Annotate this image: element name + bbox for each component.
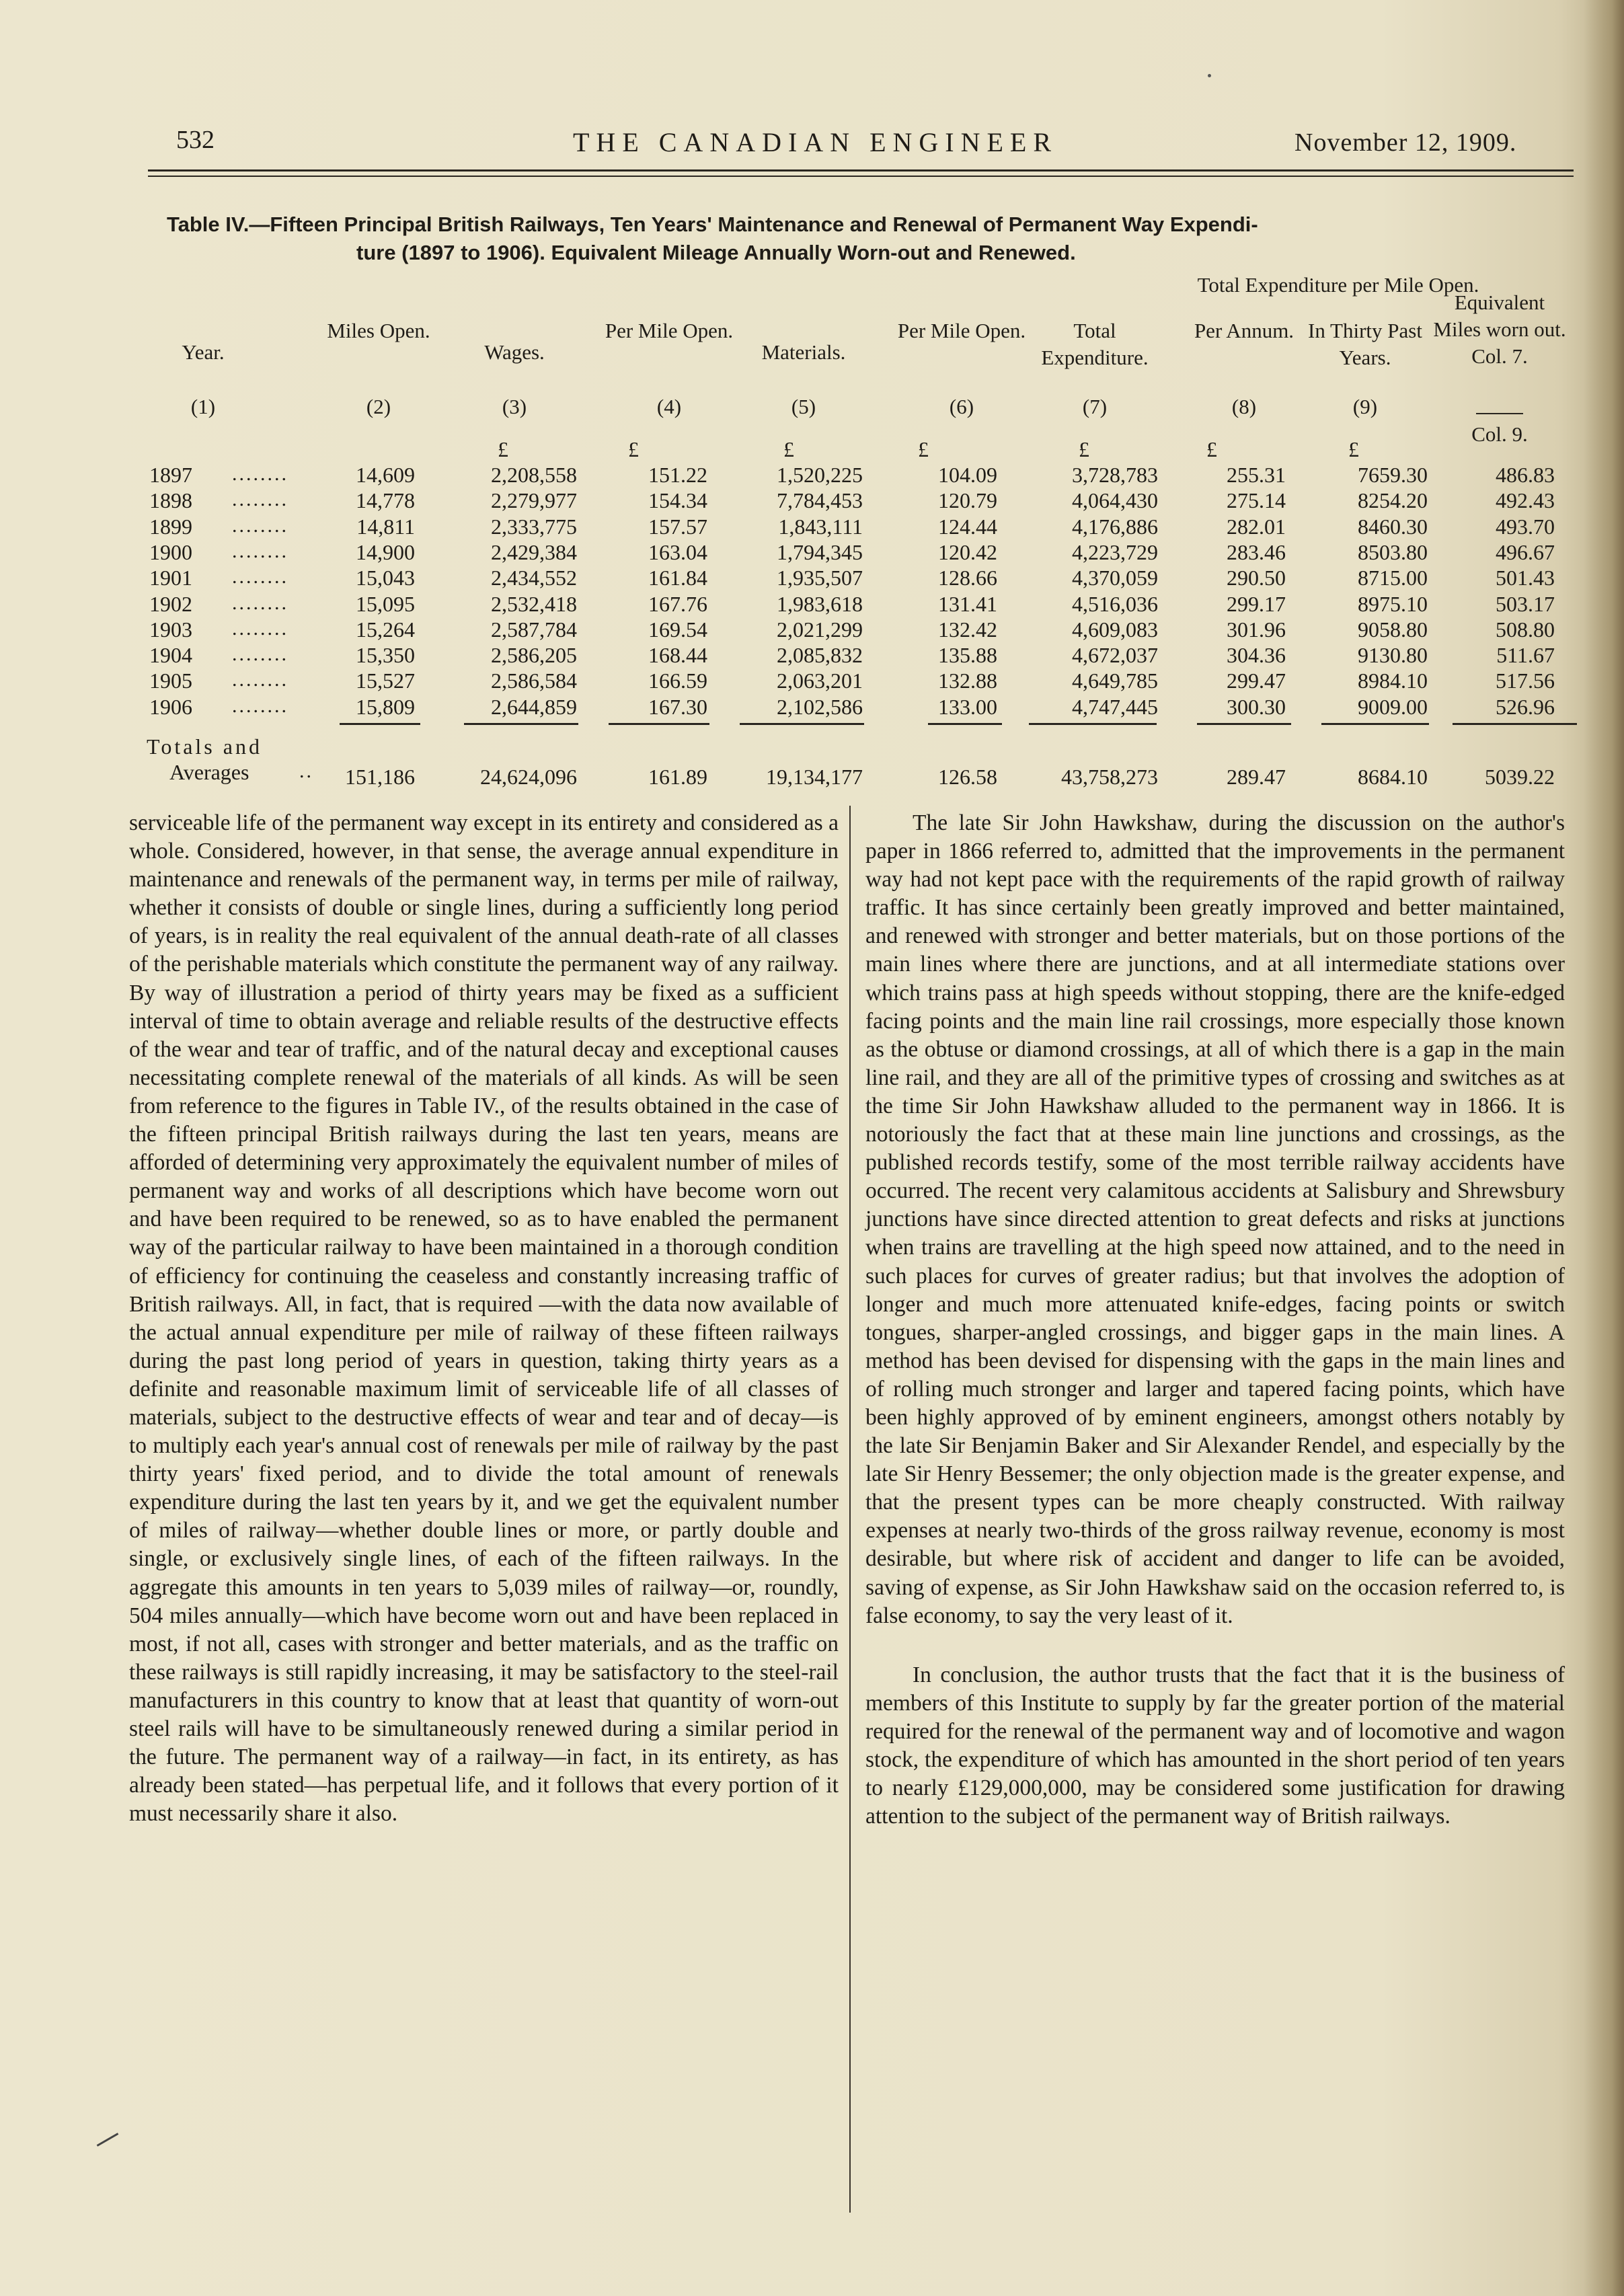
column-number-year: (1) bbox=[190, 395, 216, 418]
totals-cell-equivalent-miles: 5039.22 bbox=[1485, 765, 1555, 789]
column-number-materials: (5) bbox=[791, 395, 816, 418]
table-cell-thirty-years: 9130.80 bbox=[1358, 643, 1428, 668]
table-cell-thirty-years: 9058.80 bbox=[1358, 617, 1428, 642]
totals-cell-wages-per-mile: 161.89 bbox=[648, 765, 707, 789]
currency-symbol: £ bbox=[783, 437, 794, 461]
column-number-materials-per-mile: (6) bbox=[949, 395, 974, 418]
table-cell-per-annum: 299.17 bbox=[1227, 591, 1286, 616]
dot-leader: ........ bbox=[232, 514, 288, 537]
column-number-thirty-years: (9) bbox=[1352, 395, 1378, 418]
table-cell-materials-per-mile: 104.09 bbox=[938, 463, 997, 487]
table-cell-wages-per-mile: 166.59 bbox=[648, 668, 707, 693]
table-cell-materials-per-mile: 124.44 bbox=[938, 514, 997, 539]
column-header-wages-per-mile: Per Mile Open. bbox=[605, 319, 734, 342]
averages-label: Averages bbox=[169, 760, 249, 784]
totals-rule bbox=[340, 723, 420, 725]
table-row-year: 1898 bbox=[149, 488, 192, 513]
column-header-wages: Wages. bbox=[484, 340, 545, 364]
table-row-year: 1906 bbox=[149, 694, 192, 719]
table-row-year: 1901 bbox=[149, 566, 192, 590]
column-number-equivalent-miles: Col. 9. bbox=[1471, 422, 1528, 446]
column-header-miles-open: Miles Open. bbox=[327, 319, 430, 342]
dot-leader: ........ bbox=[232, 566, 288, 588]
table-row-year: 1899 bbox=[149, 514, 192, 539]
table-cell-equivalent-miles: 508.80 bbox=[1496, 617, 1555, 642]
table-cell-total-expenditure: 4,064,430 bbox=[1072, 488, 1158, 513]
table-row-year: 1905 bbox=[149, 668, 192, 693]
table-cell-equivalent-miles: 496.67 bbox=[1496, 539, 1555, 564]
table-cell-miles-open: 15,527 bbox=[356, 668, 415, 693]
column-number-total-expenditure: (7) bbox=[1082, 395, 1108, 418]
right-text-column bbox=[865, 809, 1565, 1831]
totals-cell-per-annum: 289.47 bbox=[1227, 765, 1286, 789]
table-cell-materials: 1,520,225 bbox=[777, 463, 863, 487]
totals-rule bbox=[740, 723, 864, 725]
currency-symbol: £ bbox=[1079, 437, 1089, 461]
table-cell-miles-open: 15,043 bbox=[356, 566, 415, 590]
table-cell-wages-per-mile: 169.54 bbox=[648, 617, 707, 642]
table-cell-materials: 2,085,832 bbox=[777, 643, 863, 668]
totals-rule bbox=[609, 723, 709, 725]
table-cell-materials: 1,794,345 bbox=[777, 539, 863, 564]
table-cell-thirty-years: 8975.10 bbox=[1358, 591, 1428, 616]
table-cell-equivalent-miles: 526.96 bbox=[1496, 694, 1555, 719]
table-cell-materials-per-mile: 132.88 bbox=[938, 668, 997, 693]
table-cell-equivalent-miles: 486.83 bbox=[1496, 463, 1555, 487]
table-cell-materials: 2,102,586 bbox=[777, 694, 863, 719]
column-header-thirty-years: In Thirty Past Years. bbox=[1308, 319, 1422, 369]
table-cell-wages-per-mile: 163.04 bbox=[648, 539, 707, 564]
table-cell-materials: 1,843,111 bbox=[778, 514, 863, 539]
table-cell-wages: 2,644,859 bbox=[491, 694, 577, 719]
left-text-column bbox=[129, 809, 839, 1828]
totals-rule bbox=[928, 723, 1002, 725]
table-cell-equivalent-miles: 511.67 bbox=[1496, 643, 1555, 668]
right-paragraph: In conclusion, the author trusts that the fact that it is the business of members of this Institute to supply by far the greater portion of the material required for the renewal of the permanent way and of locomotive and wagon stock, the expenditure of which has amounted in the short period of ten years to nearly £129,000,000, may be considered some justification for drawing attention to the subject of the permanent way of British railways. bbox=[865, 1662, 1565, 1829]
table-cell-miles-open: 15,264 bbox=[356, 617, 415, 642]
column-number-wages: (3) bbox=[502, 395, 527, 418]
table-cell-materials: 1,935,507 bbox=[777, 566, 863, 590]
currency-symbol: £ bbox=[1348, 437, 1359, 461]
table-cell-wages: 2,208,558 bbox=[491, 463, 577, 487]
table-cell-total-expenditure: 4,370,059 bbox=[1072, 566, 1158, 590]
column-number-per-annum: (8) bbox=[1231, 395, 1257, 418]
table-cell-per-annum: 282.01 bbox=[1227, 514, 1286, 539]
table-cell-materials: 2,021,299 bbox=[777, 617, 863, 642]
table-cell-wages: 2,532,418 bbox=[491, 591, 577, 616]
maintenance-table bbox=[0, 0, 1624, 807]
right-paragraph: The late Sir John Hawkshaw, during the discussion on the author's paper in 1866 referred to, admitted that the improvements in the permanent way had not kept pace with the requirements of the rapid growth of railway traffic. It has since certainly been greatly improved and better maintained, and renewed with stronger and better materials, but on those portions of the main lines where there are junctions, and at all intermediate stations over which trains pass at high speeds without stopping, there are the knife-edged facing points and the main line rail crossings, more especially those known as the obtuse or diamond crossings, at all of which there is a gap in the main line rail, and they are all of the primitive types of crossing and switches as at the time Sir John Hawkshaw alluded to the permanent way in 1866. It is notoriously the fact that at these main line junctions and crossings, as the published records testify, some of the most terrible railway accidents have occurred. The recent very calamitous accidents at Salisbury and Shrewsbury junctions have since directed attention to great defects and risks at junctions when trains are travelling at the high speed now attained, and to the need in such places for curves of greater radius; but that involves the adoption of longer and much more attenuated knife-edges, facing points or switch tongues, sharper-angled crossings, and bigger gaps in the main lines. A method has been devised for dispensing with the gaps in the main lines and of rolling much stronger and larger and tapered facing points, which have been highly approved of by eminent engineers, amongst others notably by the late Sir Benjamin Baker and Sir Alexander Rendel, and especially by the late Sir Henry Bessemer; the only objection made is the greater expense, and that the present types can be more cheaply constructed. With railway expenses at nearly two-thirds of the gross railway revenue, economy is most desirable, but where risk of accident and danger to life can be avoided, saving of expense, as Sir John Hawkshaw said on the occasion referred to, is false economy, to say the very least of it. bbox=[865, 810, 1565, 1628]
page-number: 532 bbox=[176, 126, 215, 154]
table-cell-miles-open: 14,811 bbox=[356, 514, 415, 539]
totals-cell-total-expenditure: 43,758,273 bbox=[1061, 765, 1158, 789]
table-cell-materials-per-mile: 135.88 bbox=[938, 643, 997, 668]
table-cell-per-annum: 255.31 bbox=[1227, 463, 1286, 487]
table-cell-wages: 2,279,977 bbox=[491, 488, 577, 513]
column-header-equivalent-miles: Equivalent Miles worn out. Col. 7. bbox=[1433, 291, 1566, 368]
table-cell-materials: 7,784,453 bbox=[777, 488, 863, 513]
dot-leader: ........ bbox=[232, 668, 288, 691]
table-cell-wages-per-mile: 151.22 bbox=[648, 463, 707, 487]
table-cell-thirty-years: 8503.80 bbox=[1358, 539, 1428, 564]
table-cell-equivalent-miles: 492.43 bbox=[1496, 488, 1555, 513]
column-header-year: Year. bbox=[182, 340, 225, 364]
totals-rule bbox=[1029, 723, 1157, 725]
table-cell-thirty-years: 7659.30 bbox=[1358, 463, 1428, 487]
journal-title: THE CANADIAN ENGINEER bbox=[573, 127, 1058, 157]
table-row-year: 1904 bbox=[149, 643, 192, 668]
totals-rule bbox=[464, 723, 578, 725]
dot-leader: ........ bbox=[232, 591, 288, 614]
dot-leader: .. bbox=[299, 760, 313, 782]
table-cell-miles-open: 15,809 bbox=[356, 694, 415, 719]
left-paragraph: serviceable life of the permanent way except in its entirety and considered as a whole. Considered, however, in that sense, the average annual expenditure in maintenance and renewals of the permanent way, in terms per mile of railway, whether it consists of double or single lines, during a sufficiently long period of years, is in reality the real equivalent of the annual death-rate of all classes of the perishable materials which constitute the permanent way of any railway. By way of illustration a period of thirty years may be fixed as a sufficient interval of time to obtain average and reliable results of the destructive effects of the wear and tear of traffic, and of the natural decay and exceptional causes necessitating complete renewal of the materials of all kinds. As will be seen from reference to the figures in Table IV., of the results obtained in the case of the fifteen principal British railways during the last ten years, means are afforded of determining very approximately the equivalent number of miles of permanent way and works of all descriptions which have become worn out and have been required to be renewed, so as to have enabled the permanent way of the particular railway to have been maintained in a thorough condition of efficiency for continuing the ceaseless and constantly increasing traffic of British railways. All, in fact, that is required —with the data now available of the actual annual expenditure per mile of railway of these fifteen railways during the past long period of years in question, taking thirty years as a definite and reasonable maximum limit of serviceable life of all classes of materials, subject to the destructive effects of wear and tear and of decay—is to multiply each year's annual cost of renewals per mile of railway by the past thirty years' fixed period, and to divide the total amount of renewals expenditure during the last ten years by it, and we get the equivalent number of miles of railway—whether double lines or more, or partly double and single, or exclusively single lines, of each of the fifteen railways. In the aggregate this amounts in ten years to 5,039 miles of railway—or, roundly, 504 miles annually—which have become worn out and have been replaced in most, if not all, cases with stronger and better materials, and as the traffic on these railways is still rapidly increasing, it may be satisfactory to the steel-rail manufacturers in this country to know that at least that quantity of worn-out steel rails will have to be simultaneously renewed during a similar period in the future. The permanent way of a railway—in fact, in its entirety, as has already been stated—has perpetual life, and it follows that every portion of it must necessarily share it also. bbox=[129, 810, 839, 1827]
column-number-miles-open: (2) bbox=[366, 395, 391, 418]
table-cell-total-expenditure: 4,649,785 bbox=[1072, 668, 1158, 693]
table-cell-wages: 2,333,775 bbox=[491, 514, 577, 539]
table-cell-per-annum: 299.47 bbox=[1227, 668, 1286, 693]
dot-leader: ........ bbox=[232, 488, 288, 511]
column-header-per-annum: Per Annum. bbox=[1194, 319, 1294, 342]
table-cell-total-expenditure: 4,223,729 bbox=[1072, 539, 1158, 564]
table-cell-per-annum: 283.46 bbox=[1227, 539, 1286, 564]
totals-cell-materials-per-mile: 126.58 bbox=[938, 765, 997, 789]
table-cell-thirty-years: 9009.00 bbox=[1358, 694, 1428, 719]
table-cell-equivalent-miles: 493.70 bbox=[1496, 514, 1555, 539]
table-cell-total-expenditure: 4,516,036 bbox=[1072, 591, 1158, 616]
table-cell-total-expenditure: 4,747,445 bbox=[1072, 694, 1158, 719]
dot-leader: ........ bbox=[232, 694, 288, 717]
table-cell-thirty-years: 8984.10 bbox=[1358, 668, 1428, 693]
totals-label: Totals and bbox=[147, 734, 262, 759]
table-cell-wages-per-mile: 161.84 bbox=[648, 566, 707, 590]
table-cell-materials-per-mile: 132.42 bbox=[938, 617, 997, 642]
column-divider bbox=[849, 806, 851, 2213]
totals-cell-miles-open: 151,186 bbox=[345, 765, 415, 789]
table-caption-line-2: ture (1897 to 1906). Equivalent Mileage Annually Worn-out and Renewed. bbox=[356, 241, 1076, 264]
currency-symbol: £ bbox=[1206, 437, 1217, 461]
table-cell-miles-open: 15,350 bbox=[356, 643, 415, 668]
table-cell-wages-per-mile: 168.44 bbox=[648, 643, 707, 668]
dot-leader: ........ bbox=[232, 617, 288, 640]
table-cell-total-expenditure: 4,176,886 bbox=[1072, 514, 1158, 539]
column-header-total-expenditure: Total Expenditure. bbox=[1041, 319, 1149, 369]
dot-leader: ........ bbox=[232, 539, 288, 562]
column-number-wages-per-mile: (4) bbox=[656, 395, 682, 418]
table-cell-per-annum: 300.30 bbox=[1227, 694, 1286, 719]
table-cell-total-expenditure: 4,672,037 bbox=[1072, 643, 1158, 668]
table-cell-materials: 1,983,618 bbox=[777, 591, 863, 616]
table-row-year: 1903 bbox=[149, 617, 192, 642]
table-cell-per-annum: 290.50 bbox=[1227, 566, 1286, 590]
table-row-year: 1897 bbox=[149, 463, 192, 487]
table-cell-equivalent-miles: 517.56 bbox=[1496, 668, 1555, 693]
issue-date: November 12, 1909. bbox=[1294, 128, 1517, 157]
table-cell-wages: 2,429,384 bbox=[491, 539, 577, 564]
table-cell-materials-per-mile: 128.66 bbox=[938, 566, 997, 590]
dot-leader: ........ bbox=[232, 463, 288, 485]
table-cell-total-expenditure: 4,609,083 bbox=[1072, 617, 1158, 642]
table-cell-per-annum: 301.96 bbox=[1227, 617, 1286, 642]
table-cell-per-annum: 275.14 bbox=[1227, 488, 1286, 513]
table-cell-wages-per-mile: 167.30 bbox=[648, 694, 707, 719]
table-cell-materials-per-mile: 133.00 bbox=[938, 694, 997, 719]
table-cell-thirty-years: 8254.20 bbox=[1358, 488, 1428, 513]
totals-rule bbox=[1453, 723, 1577, 725]
table-cell-miles-open: 14,609 bbox=[356, 463, 415, 487]
table-cell-thirty-years: 8715.00 bbox=[1358, 566, 1428, 590]
currency-symbol: £ bbox=[918, 437, 929, 461]
table-row-year: 1900 bbox=[149, 539, 192, 564]
table-row-year: 1902 bbox=[149, 591, 192, 616]
group-header-total-expenditure: Total Expenditure per Mile Open. bbox=[1197, 273, 1479, 297]
dot-leader: ........ bbox=[232, 643, 288, 666]
table-cell-wages-per-mile: 167.76 bbox=[648, 591, 707, 616]
table-cell-wages: 2,586,584 bbox=[491, 668, 577, 693]
column-header-materials-per-mile: Per Mile Open. bbox=[897, 319, 1026, 342]
table-cell-per-annum: 304.36 bbox=[1227, 643, 1286, 668]
table-cell-materials-per-mile: 131.41 bbox=[938, 591, 997, 616]
totals-cell-wages: 24,624,096 bbox=[480, 765, 577, 789]
table-cell-wages-per-mile: 154.34 bbox=[648, 488, 707, 513]
table-cell-thirty-years: 8460.30 bbox=[1358, 514, 1428, 539]
currency-symbol: £ bbox=[498, 437, 508, 461]
table-cell-wages: 2,587,784 bbox=[491, 617, 577, 642]
table-cell-wages-per-mile: 157.57 bbox=[648, 514, 707, 539]
table-cell-miles-open: 15,095 bbox=[356, 591, 415, 616]
table-caption-line-1: Table IV.—Fifteen Principal British Railways, Ten Years' Maintenance and Renewal of Permanent Way Expendi- bbox=[167, 213, 1258, 236]
currency-symbol: £ bbox=[628, 437, 639, 461]
table-cell-miles-open: 14,778 bbox=[356, 488, 415, 513]
table-cell-materials: 2,063,201 bbox=[777, 668, 863, 693]
table-cell-wages: 2,586,205 bbox=[491, 643, 577, 668]
table-cell-equivalent-miles: 503.17 bbox=[1496, 591, 1555, 616]
table-cell-materials-per-mile: 120.79 bbox=[938, 488, 997, 513]
table-cell-wages: 2,434,552 bbox=[491, 566, 577, 590]
totals-rule bbox=[1321, 723, 1429, 725]
column-header-materials: Materials. bbox=[761, 340, 846, 364]
fraction-bar bbox=[1476, 413, 1523, 414]
totals-rule bbox=[1197, 723, 1291, 725]
table-cell-materials-per-mile: 120.42 bbox=[938, 539, 997, 564]
table-cell-total-expenditure: 3,728,783 bbox=[1072, 463, 1158, 487]
totals-cell-materials: 19,134,177 bbox=[766, 765, 863, 789]
table-cell-miles-open: 14,900 bbox=[356, 539, 415, 564]
totals-cell-thirty-years: 8684.10 bbox=[1358, 765, 1428, 789]
table-cell-equivalent-miles: 501.43 bbox=[1496, 566, 1555, 590]
